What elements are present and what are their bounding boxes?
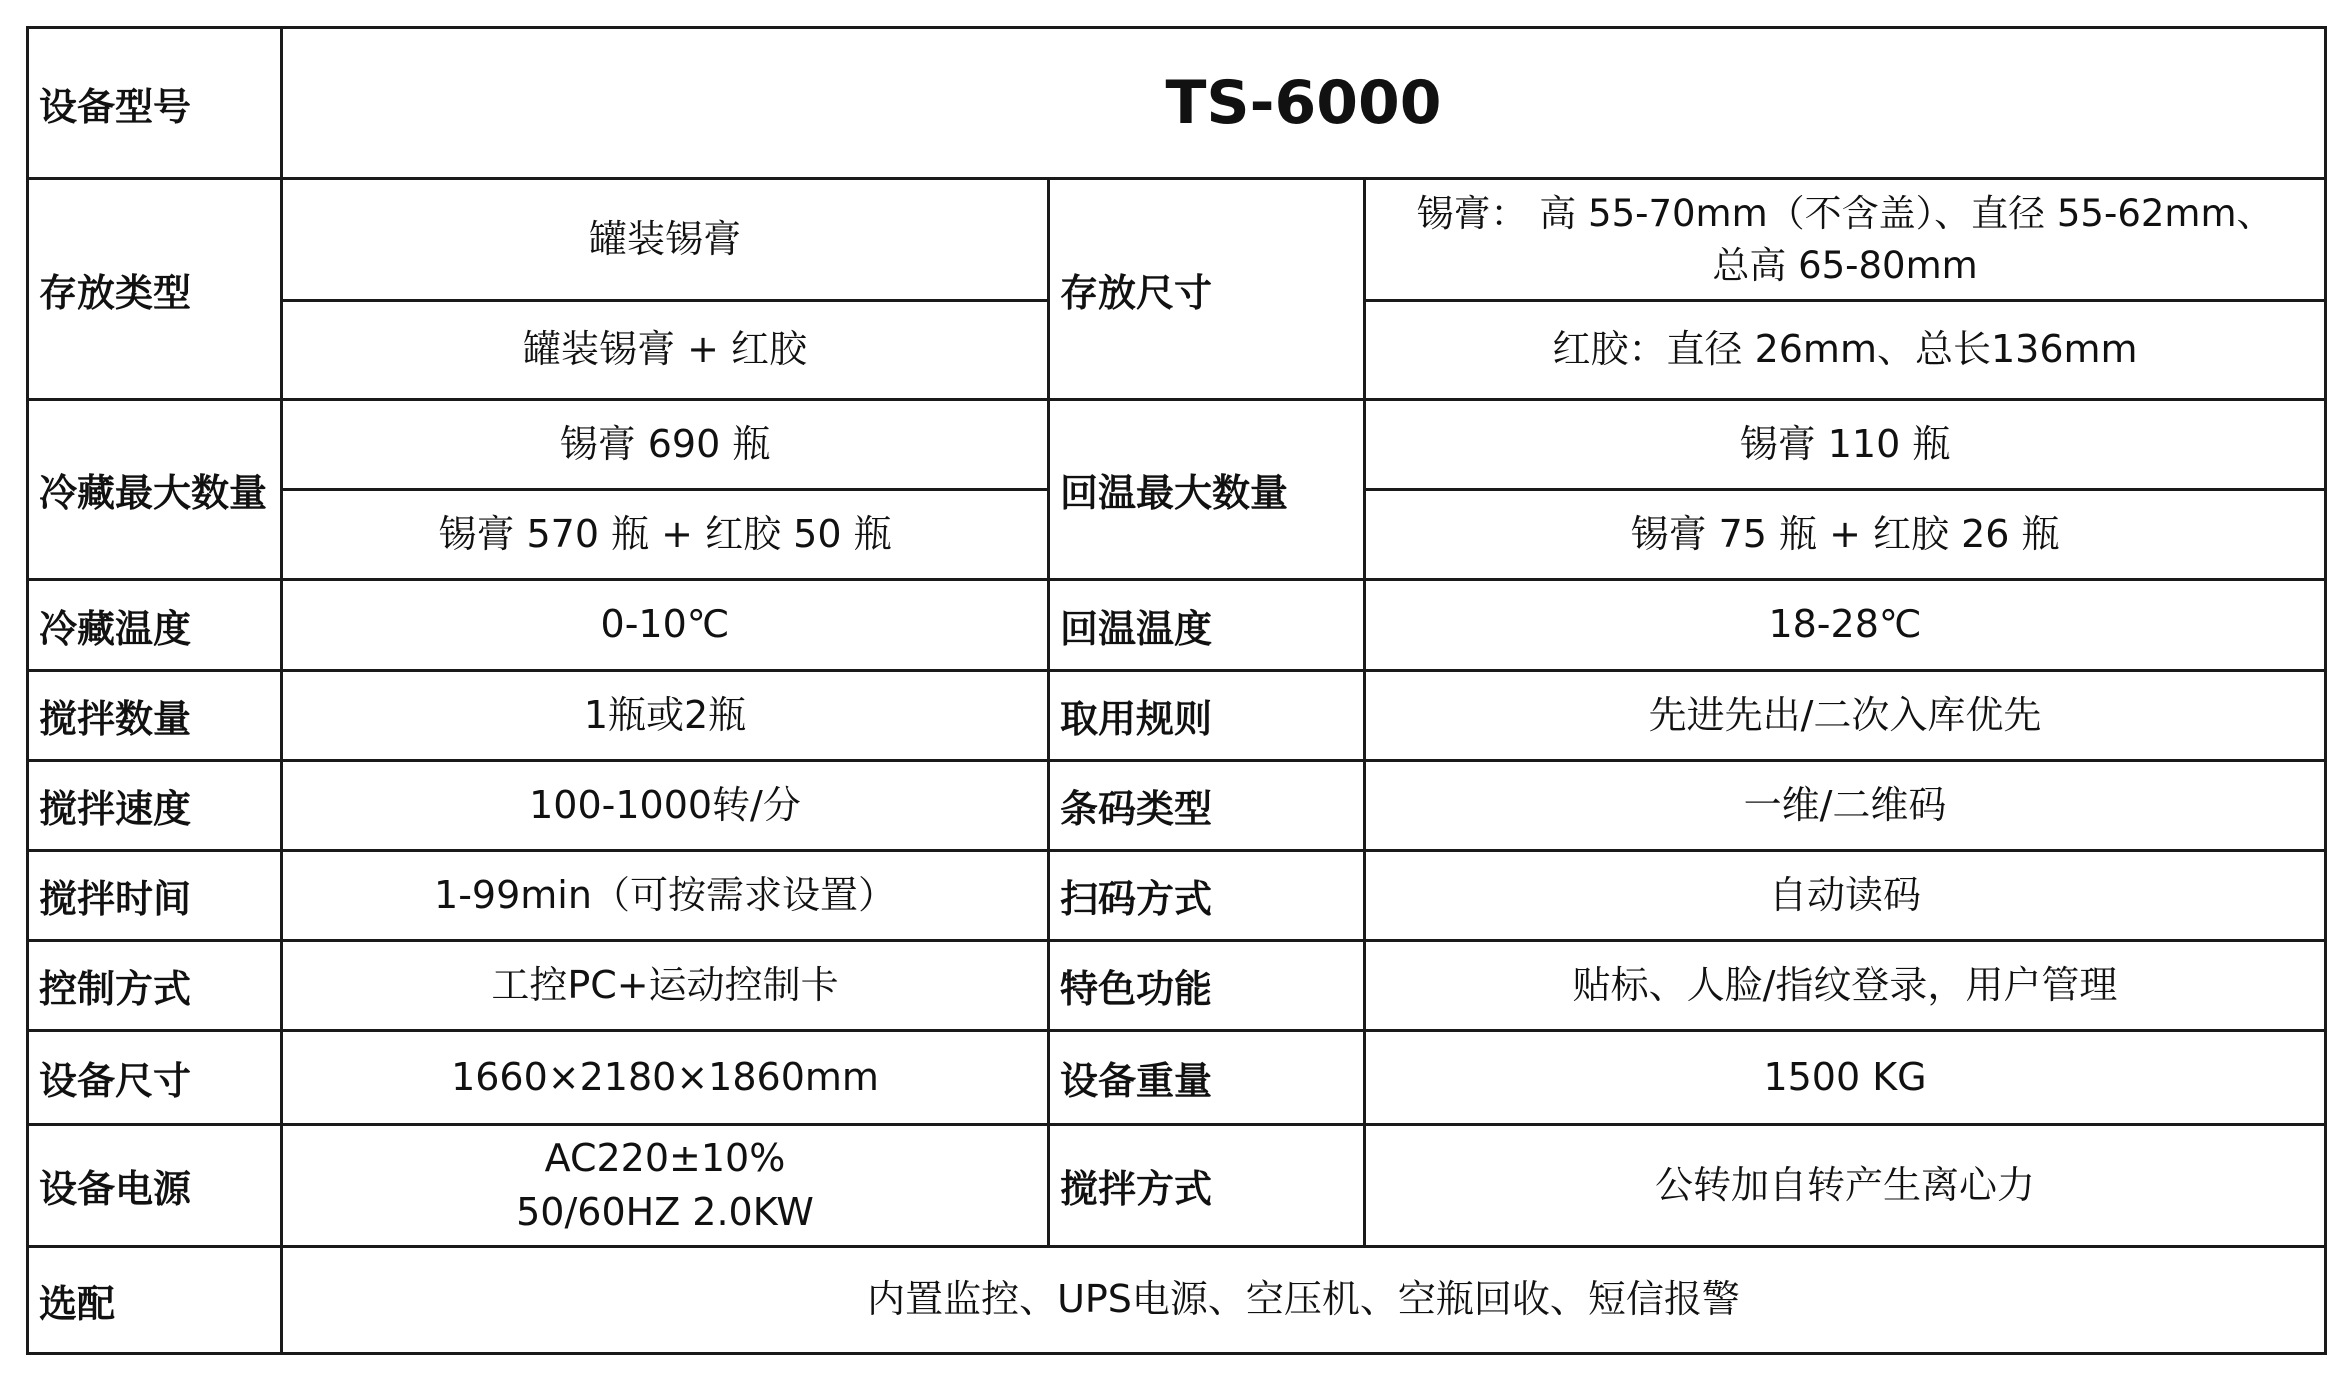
barcode-type-label: 条码类型 — [1049, 761, 1365, 851]
scan-mode-label: 扫码方式 — [1049, 851, 1365, 941]
stir-time-label: 搅拌时间 — [28, 851, 282, 941]
stir-mode-value: 公转加自转产生离心力 — [1365, 1125, 2326, 1247]
model-value: TS-6000 — [282, 28, 2326, 179]
storage-size-label: 存放尺寸 — [1049, 179, 1365, 400]
storage-size-paste — [1365, 179, 2326, 301]
size-value: 1660×2180×1860mm — [282, 1031, 1049, 1125]
storage-size-paste-line1: 锡膏： 高 55-70mm（不含盖）、直径 55-62mm、 — [1416, 191, 2274, 235]
feature-value: 贴标、人脸/指纹登录，用户管理 — [1365, 941, 2326, 1031]
power-value-line1: AC220±10% — [544, 1136, 786, 1181]
model-label: 设备型号 — [28, 28, 282, 179]
power-value-line2: 50/60HZ 2.0KW — [516, 1189, 814, 1234]
row-max-1 — [28, 400, 2326, 490]
cold-temp-value: 0-10℃ — [282, 580, 1049, 671]
storage-type-canned: 罐装锡膏 — [282, 179, 1049, 301]
row-size — [28, 1031, 2326, 1125]
row-power — [28, 1125, 2326, 1247]
storage-type-canned-glue: 罐装锡膏 + 红胶 — [282, 301, 1049, 400]
warm-max-label: 回温最大数量 — [1049, 400, 1365, 580]
row-stir-qty — [28, 671, 2326, 761]
row-options — [28, 1247, 2326, 1354]
feature-label: 特色功能 — [1049, 941, 1365, 1031]
storage-size-glue: 红胶：直径 26mm、总长136mm — [1365, 301, 2326, 400]
weight-label: 设备重量 — [1049, 1031, 1365, 1125]
storage-type-label: 存放类型 — [28, 179, 282, 400]
row-control — [28, 941, 2326, 1031]
stir-time-value: 1-99min（可按需求设置） — [282, 851, 1049, 941]
options-label: 选配 — [28, 1247, 282, 1354]
weight-value: 1500 KG — [1365, 1031, 2326, 1125]
row-temp — [28, 580, 2326, 671]
power-value — [282, 1125, 1049, 1247]
scan-mode-value: 自动读码 — [1365, 851, 2326, 941]
warm-max-paste-glue: 锡膏 75 瓶 + 红胶 26 瓶 — [1365, 490, 2326, 580]
row-stir-time — [28, 851, 2326, 941]
stir-qty-label: 搅拌数量 — [28, 671, 282, 761]
stir-qty-value: 1瓶或2瓶 — [282, 671, 1049, 761]
cold-temp-label: 冷藏温度 — [28, 580, 282, 671]
warm-temp-label: 回温温度 — [1049, 580, 1365, 671]
cold-max-paste-glue: 锡膏 570 瓶 + 红胶 50 瓶 — [282, 490, 1049, 580]
row-storage-1 — [28, 179, 2326, 301]
row-stir-speed — [28, 761, 2326, 851]
pick-rule-value: 先进先出/二次入库优先 — [1365, 671, 2326, 761]
control-label: 控制方式 — [28, 941, 282, 1031]
stir-mode-label: 搅拌方式 — [1049, 1125, 1365, 1247]
pick-rule-label: 取用规则 — [1049, 671, 1365, 761]
stir-speed-value: 100-1000转/分 — [282, 761, 1049, 851]
options-value: 内置监控、UPS电源、空压机、空瓶回收、短信报警 — [282, 1247, 2326, 1354]
spec-table — [26, 26, 2327, 1355]
storage-size-paste-line2: 总高 65-80mm — [1712, 243, 1978, 287]
stir-speed-label: 搅拌速度 — [28, 761, 282, 851]
size-label: 设备尺寸 — [28, 1031, 282, 1125]
warm-max-paste: 锡膏 110 瓶 — [1365, 400, 2326, 490]
row-model — [28, 28, 2326, 179]
cold-max-paste: 锡膏 690 瓶 — [282, 400, 1049, 490]
cold-max-label: 冷藏最大数量 — [28, 400, 282, 580]
control-value: 工控PC+运动控制卡 — [282, 941, 1049, 1031]
power-label: 设备电源 — [28, 1125, 282, 1247]
warm-temp-value: 18-28℃ — [1365, 580, 2326, 671]
barcode-type-value: 一维/二维码 — [1365, 761, 2326, 851]
